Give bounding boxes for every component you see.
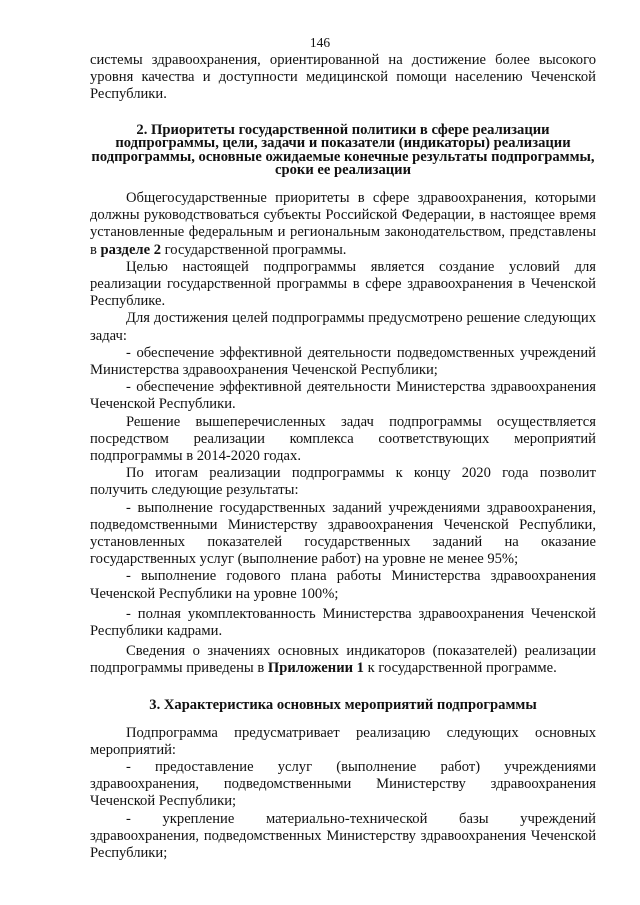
paragraph-text: государственной программы.: [161, 241, 347, 258]
section-2-paragraph-indicators: [90, 643, 596, 677]
section-2-paragraph-priorities: [90, 190, 596, 259]
section-2-paragraph-goal: Целью настоящей подпрограммы является создание условий для реализации государственной программы в сфере здравоохранения в Чеченской Республике.: [90, 258, 596, 310]
section-2-paragraph-tasks-intro: Для достижения целей подпрограммы предусмотрено решение следующих задач:: [90, 310, 596, 344]
task-item: - обеспечение эффективной деятельности Министерства здравоохранения Чеченской Республики.: [90, 379, 596, 413]
result-item: - выполнение государственных заданий учреждениями здравоохранения, подведомственными Министерству здравоохранения Чеченской Республики, установленных показателей государственных заданий на оказание государственных услуг (выполнение работ) на уровне не менее 95%;: [90, 499, 596, 568]
paragraph-text: Общегосударственные приоритеты в сфере здравоохранения, которыми должны руководствоваться субъекты Российской Федерации, в настоящее время установленные федеральным и региональным законодательством, представлены в: [90, 189, 596, 258]
page-number: 146: [309, 35, 331, 50]
paragraph-text: к государственной программе.: [363, 660, 557, 677]
result-item: - полная укомплектованность Министерства здравоохранения Чеченской Республики кадрами.: [90, 605, 596, 640]
result-item: - выполнение годового плана работы Министерства здравоохранения Чеченской Республики на уровне 100%;: [90, 568, 596, 602]
task-item: - обеспечение эффективной деятельности подведомственных учреждений Министерства здравоохранения Чеченской Республики;: [90, 344, 596, 379]
section-3-paragraph-intro: Подпрограмма предусматривает реализацию следующих основных мероприятий:: [90, 724, 596, 758]
section-2-paragraph-solution: Решение вышеперечисленных задач подпрограммы осуществляется посредством реализации комплекса соответствующих мероприятий подпрограммы в 2014-2020 годах.: [90, 413, 596, 465]
section-2-paragraph-results-intro: По итогам реализации подпрограммы к концу 2020 года позволит получить следующие результаты:: [90, 465, 596, 499]
activity-item: - предоставление услуг (выполнение работ) учреждениями здравоохранения, подведомственными Министерству здравоохранения Чеченской Республики;: [90, 759, 596, 810]
section-3-heading: 3. Характеристика основных мероприятий подпрограммы: [149, 696, 537, 713]
section-2-heading: 2. Приоритеты государственной политики в сфере реализации подпрограммы, цели, задачи и показатели (индикаторы) реализации подпрограммы, основные ожидаемые конечные результаты подпрограммы, сроки ее реализации: [91, 121, 595, 179]
section-reference: разделе 2: [100, 241, 162, 258]
page-body: [90, 52, 596, 862]
lead-paragraph: системы здравоохранения, ориентированной на достижение более высокого уровня качества и доступности медицинской помощи населению Чеченской Республики.: [90, 52, 596, 103]
paragraph-text: Сведения о значениях основных индикаторов (показателей) реализации подпрограммы приведены в: [90, 643, 596, 677]
activity-item: - укрепление материально-технической базы учреждений здравоохранения, подведомственных Министерству здравоохранения Чеченской Республики;: [90, 810, 596, 862]
appendix-reference: Приложении 1: [267, 660, 364, 677]
